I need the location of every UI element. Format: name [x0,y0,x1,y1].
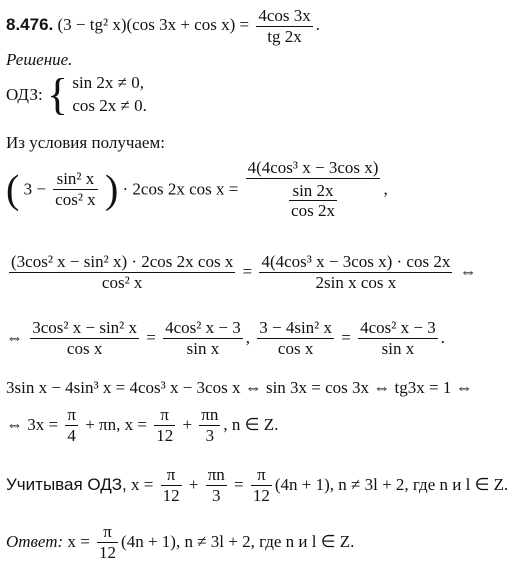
eq2-f2-denominator: 2sin x cos x [315,272,397,292]
eq2-f2-numerator: 4(4cos³ x − 3cos x) · cos 2x [261,252,451,271]
eq1-f2-denominator [246,179,381,221]
problem-lhs: (3 − tg² x)(cos 3x + cos x) = [57,14,250,34]
eq3-b-numerator: 4cos² x − 3 [165,318,241,337]
eq6-f3-numerator: π [251,465,272,486]
odz-conditions [72,72,147,118]
odz-label: ОДЗ: [6,84,43,104]
eq3-c-numerator: 3 − 4sin² x [259,318,333,337]
eq6-plus: + [188,475,199,495]
equation-1 [6,158,388,221]
eq1-middle: · 2cos 2x cos x = [122,179,239,199]
eq2-arrow: ⇔ [459,262,477,282]
eq3-d-numerator: 4cos² x − 3 [360,318,436,337]
eq6-x-equals: x = [131,475,154,495]
eq6-text: Учитывая ОДЗ, [6,475,127,495]
eq3-fraction-b [163,318,243,358]
equation-5 [6,405,278,445]
eq2-f1-denominator: cos² x [101,272,143,292]
eq2-fraction-2 [259,252,452,292]
eq6-equals: = [234,475,244,495]
equation-4: 3sin x − 4sin³ x = 4cos³ x − 3cos x ⇔ sin 3x = cos 3x ⇔ tg3x = 1 ⇔ [6,378,473,397]
answer-fraction [97,522,118,562]
eq3-fraction-d [358,318,438,358]
eq6-f3-denominator: 12 [252,485,270,505]
eq1-nested-denominator: cos 2x [291,201,335,221]
eq1-f1-numerator: sin² x [53,169,98,190]
eq6-f1-denominator: 12 [162,485,180,505]
odz-condition-2: cos 2x ≠ 0. [72,95,147,115]
eq3-b-denominator: sin x [186,338,220,358]
eq5-f2-denominator: 12 [156,425,174,445]
eq3-fraction-a [30,318,139,358]
eq3-c-denominator: cos x [277,338,314,358]
eq5-f3-numerator: πn [201,405,219,424]
eq2-f1-numerator: (3cos² x − sin² x) · 2cos 2x cos x [11,252,234,271]
eq6-fraction-2 [206,465,227,505]
problem-statement [6,6,320,46]
problem-end: . [315,14,320,34]
eq1-end: , [383,179,388,199]
eq1-close-paren: ) [104,166,119,212]
answer-x-equals: x = [67,532,90,552]
eq2-equals: = [242,262,253,282]
eq5-fraction-2 [154,405,175,445]
eq3-equals-1: = [146,328,156,348]
solution-label: Решение. [6,50,73,69]
eq1-nested-numerator: sin 2x [289,181,337,202]
from-condition-text: Из условия получаем: [6,133,165,152]
eq6-fraction-1 [161,465,182,505]
eq1-fraction-1 [53,169,98,209]
eq2-fraction-1 [9,252,235,292]
eq1-fraction-2 [246,158,381,221]
eq3-separator: , [245,328,250,348]
eq6-f1-numerator: π [161,465,182,486]
eq5-f3-denominator: 3 [205,425,215,445]
answer-label: Ответ: [6,532,64,552]
problem-rhs-fraction [256,6,312,46]
eq5-end: , n ∈ Z. [223,415,279,435]
eq1-nested-fraction [289,181,337,221]
eq6-f2-denominator: 3 [211,485,221,505]
odz-brace: { [46,69,69,119]
eq6-tail: (4n + 1), n ≠ 3l + 2, где n и l ∈ Z. [274,475,509,495]
eq3-a-denominator: cos x [66,338,103,358]
answer-line [6,522,354,562]
problem-number: 8.476. [6,14,54,34]
eq1-f2-numerator: 4(4cos³ x − 3cos x) [247,158,379,177]
eq1-f1-denominator: cos² x [55,189,96,209]
equation-6 [6,465,508,505]
problem-rhs-numerator: 4cos 3x [258,6,311,25]
equation-3 [6,318,445,358]
eq3-d-denominator: sin x [381,338,415,358]
eq3-arrow: ⇔ [6,328,23,348]
eq3-end: . [440,328,445,348]
eq1-three-minus: 3 − [23,179,46,199]
eq1-open-paren: ( [6,166,20,212]
equation-2 [6,252,477,292]
answer-denominator: 12 [99,542,117,562]
answer-numerator: π [97,522,118,543]
problem-rhs-denominator: tg 2x [267,26,302,46]
eq5-f1-numerator: π [67,405,76,424]
answer-tail: (4n + 1), n ≠ 3l + 2, где n и l ∈ Z. [121,532,355,552]
eq5-plus: + [182,415,193,435]
eq3-a-numerator: 3cos² x − sin² x [32,318,138,337]
eq5-f2-numerator: π [154,405,175,426]
eq5-fraction-3 [199,405,220,445]
eq6-fraction-3 [251,465,272,505]
eq5-f1-denominator: 4 [67,425,76,445]
eq5-fraction-1 [65,405,78,445]
eq6-f2-numerator: πn [207,465,225,484]
odz-condition-1: sin 2x ≠ 0, [72,73,144,92]
eq3-equals-2: = [341,328,351,348]
eq5-start: ⇔ 3x = [6,415,59,435]
odz-block [6,69,147,119]
eq5-middle: + πn, x = [85,415,147,435]
eq3-fraction-c [257,318,334,358]
